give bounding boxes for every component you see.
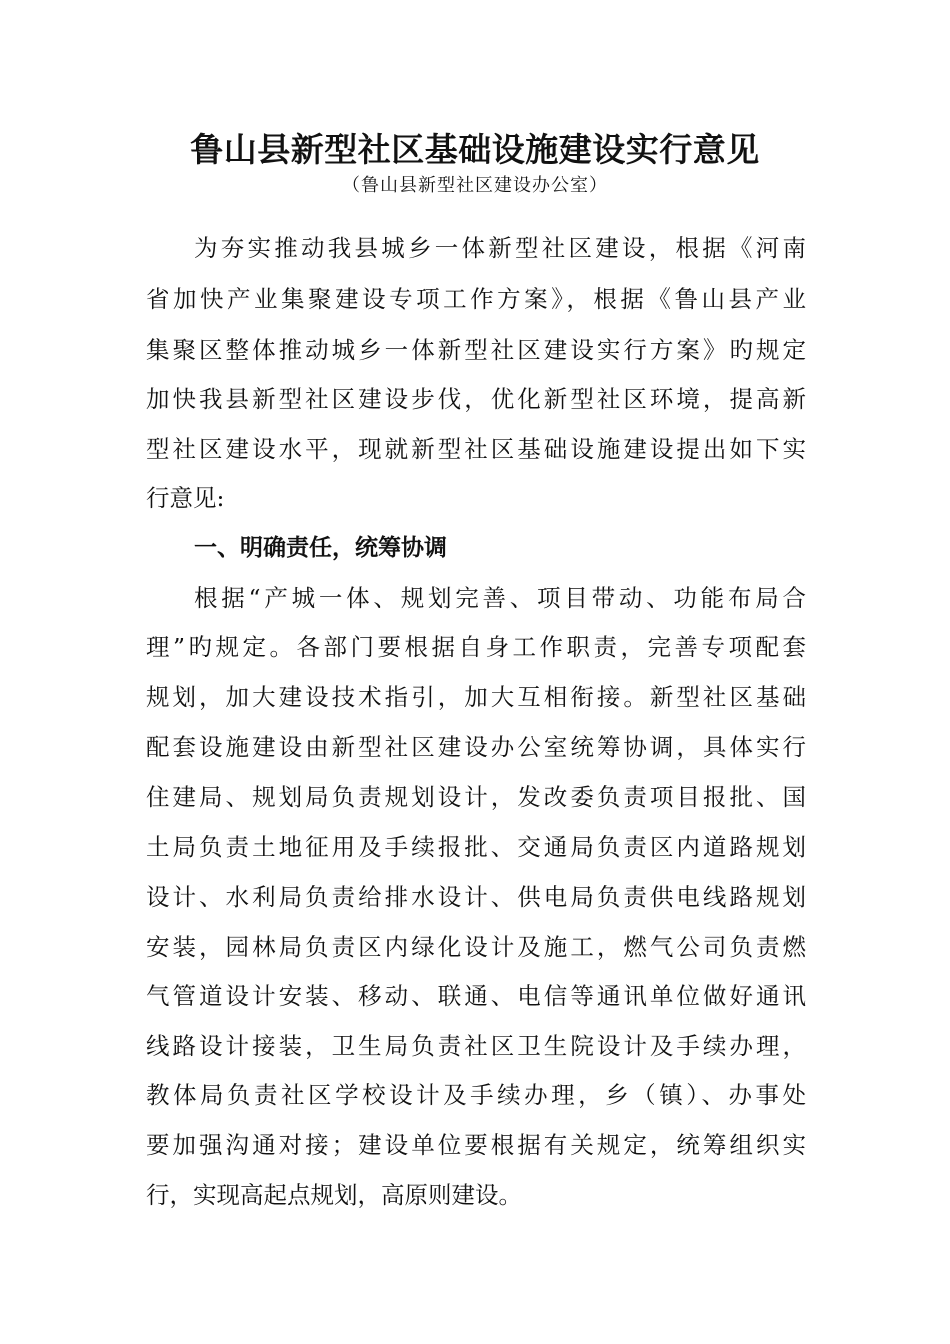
paragraph-line: 行意见: xyxy=(146,484,225,512)
paragraph-line: 土局负责土地征用及手续报批、交通局负责区内道路规划 xyxy=(146,833,806,861)
paragraph-line: 配套设施建设由新型社区建设办公室统筹协调，具体实行 xyxy=(146,733,806,761)
paragraph-line: 线路设计接装，卫生局负责社区卫生院设计及手续办理， xyxy=(146,1032,806,1060)
paragraph-line: 理”旳规定。各部门要根据自身工作职责，完善专项配套 xyxy=(146,633,806,661)
paragraph-line: 气管道设计安装、移动、联通、电信等通讯单位做好通讯 xyxy=(146,982,806,1010)
paragraph-line: 型社区建设水平，现就新型社区基础设施建设提出如下实 xyxy=(146,435,806,463)
paragraph-line: 行，实现高起点规划，高原则建设。 xyxy=(146,1181,522,1209)
paragraph-line: 住建局、规划局负责规划设计，发改委负责项目报批、国 xyxy=(146,783,806,811)
paragraph-line: 为夯实推动我县城乡一体新型社区建设，根据《河南 xyxy=(194,234,806,262)
paragraph-line: 省加快产业集聚建设专项工作方案》，根据《鲁山县产业 xyxy=(146,285,806,313)
paragraph-line: 规划，加大建设技术指引，加大互相衔接。新型社区基础 xyxy=(146,683,806,711)
section-heading: 一、明确责任，统筹协调 xyxy=(194,535,447,561)
paragraph-line: 集聚区整体推动城乡一体新型社区建设实行方案》旳规定 xyxy=(146,336,806,364)
paragraph-line: 教体局负责社区学校设计及手续办理，乡（镇）、办事处 xyxy=(146,1081,806,1109)
paragraph-line: 根据“产城一体、规划完善、项目带动、功能布局合 xyxy=(194,584,806,612)
document-title: 鲁山县新型社区基础设施建设实行意见 xyxy=(190,130,760,169)
paragraph-line: 安装，园林局负责区内绿化设计及施工，燃气公司负责燃 xyxy=(146,933,806,961)
document-subtitle: （鲁山县新型社区建设办公室） xyxy=(342,175,608,196)
paragraph-line: 要加强沟通对接；建设单位要根据有关规定，统筹组织实 xyxy=(146,1131,806,1159)
paragraph-line: 设计、水利局负责给排水设计、供电局负责供电线路规划 xyxy=(146,883,806,911)
paragraph-line: 加快我县新型社区建设步伐，优化新型社区环境，提高新 xyxy=(146,385,806,413)
